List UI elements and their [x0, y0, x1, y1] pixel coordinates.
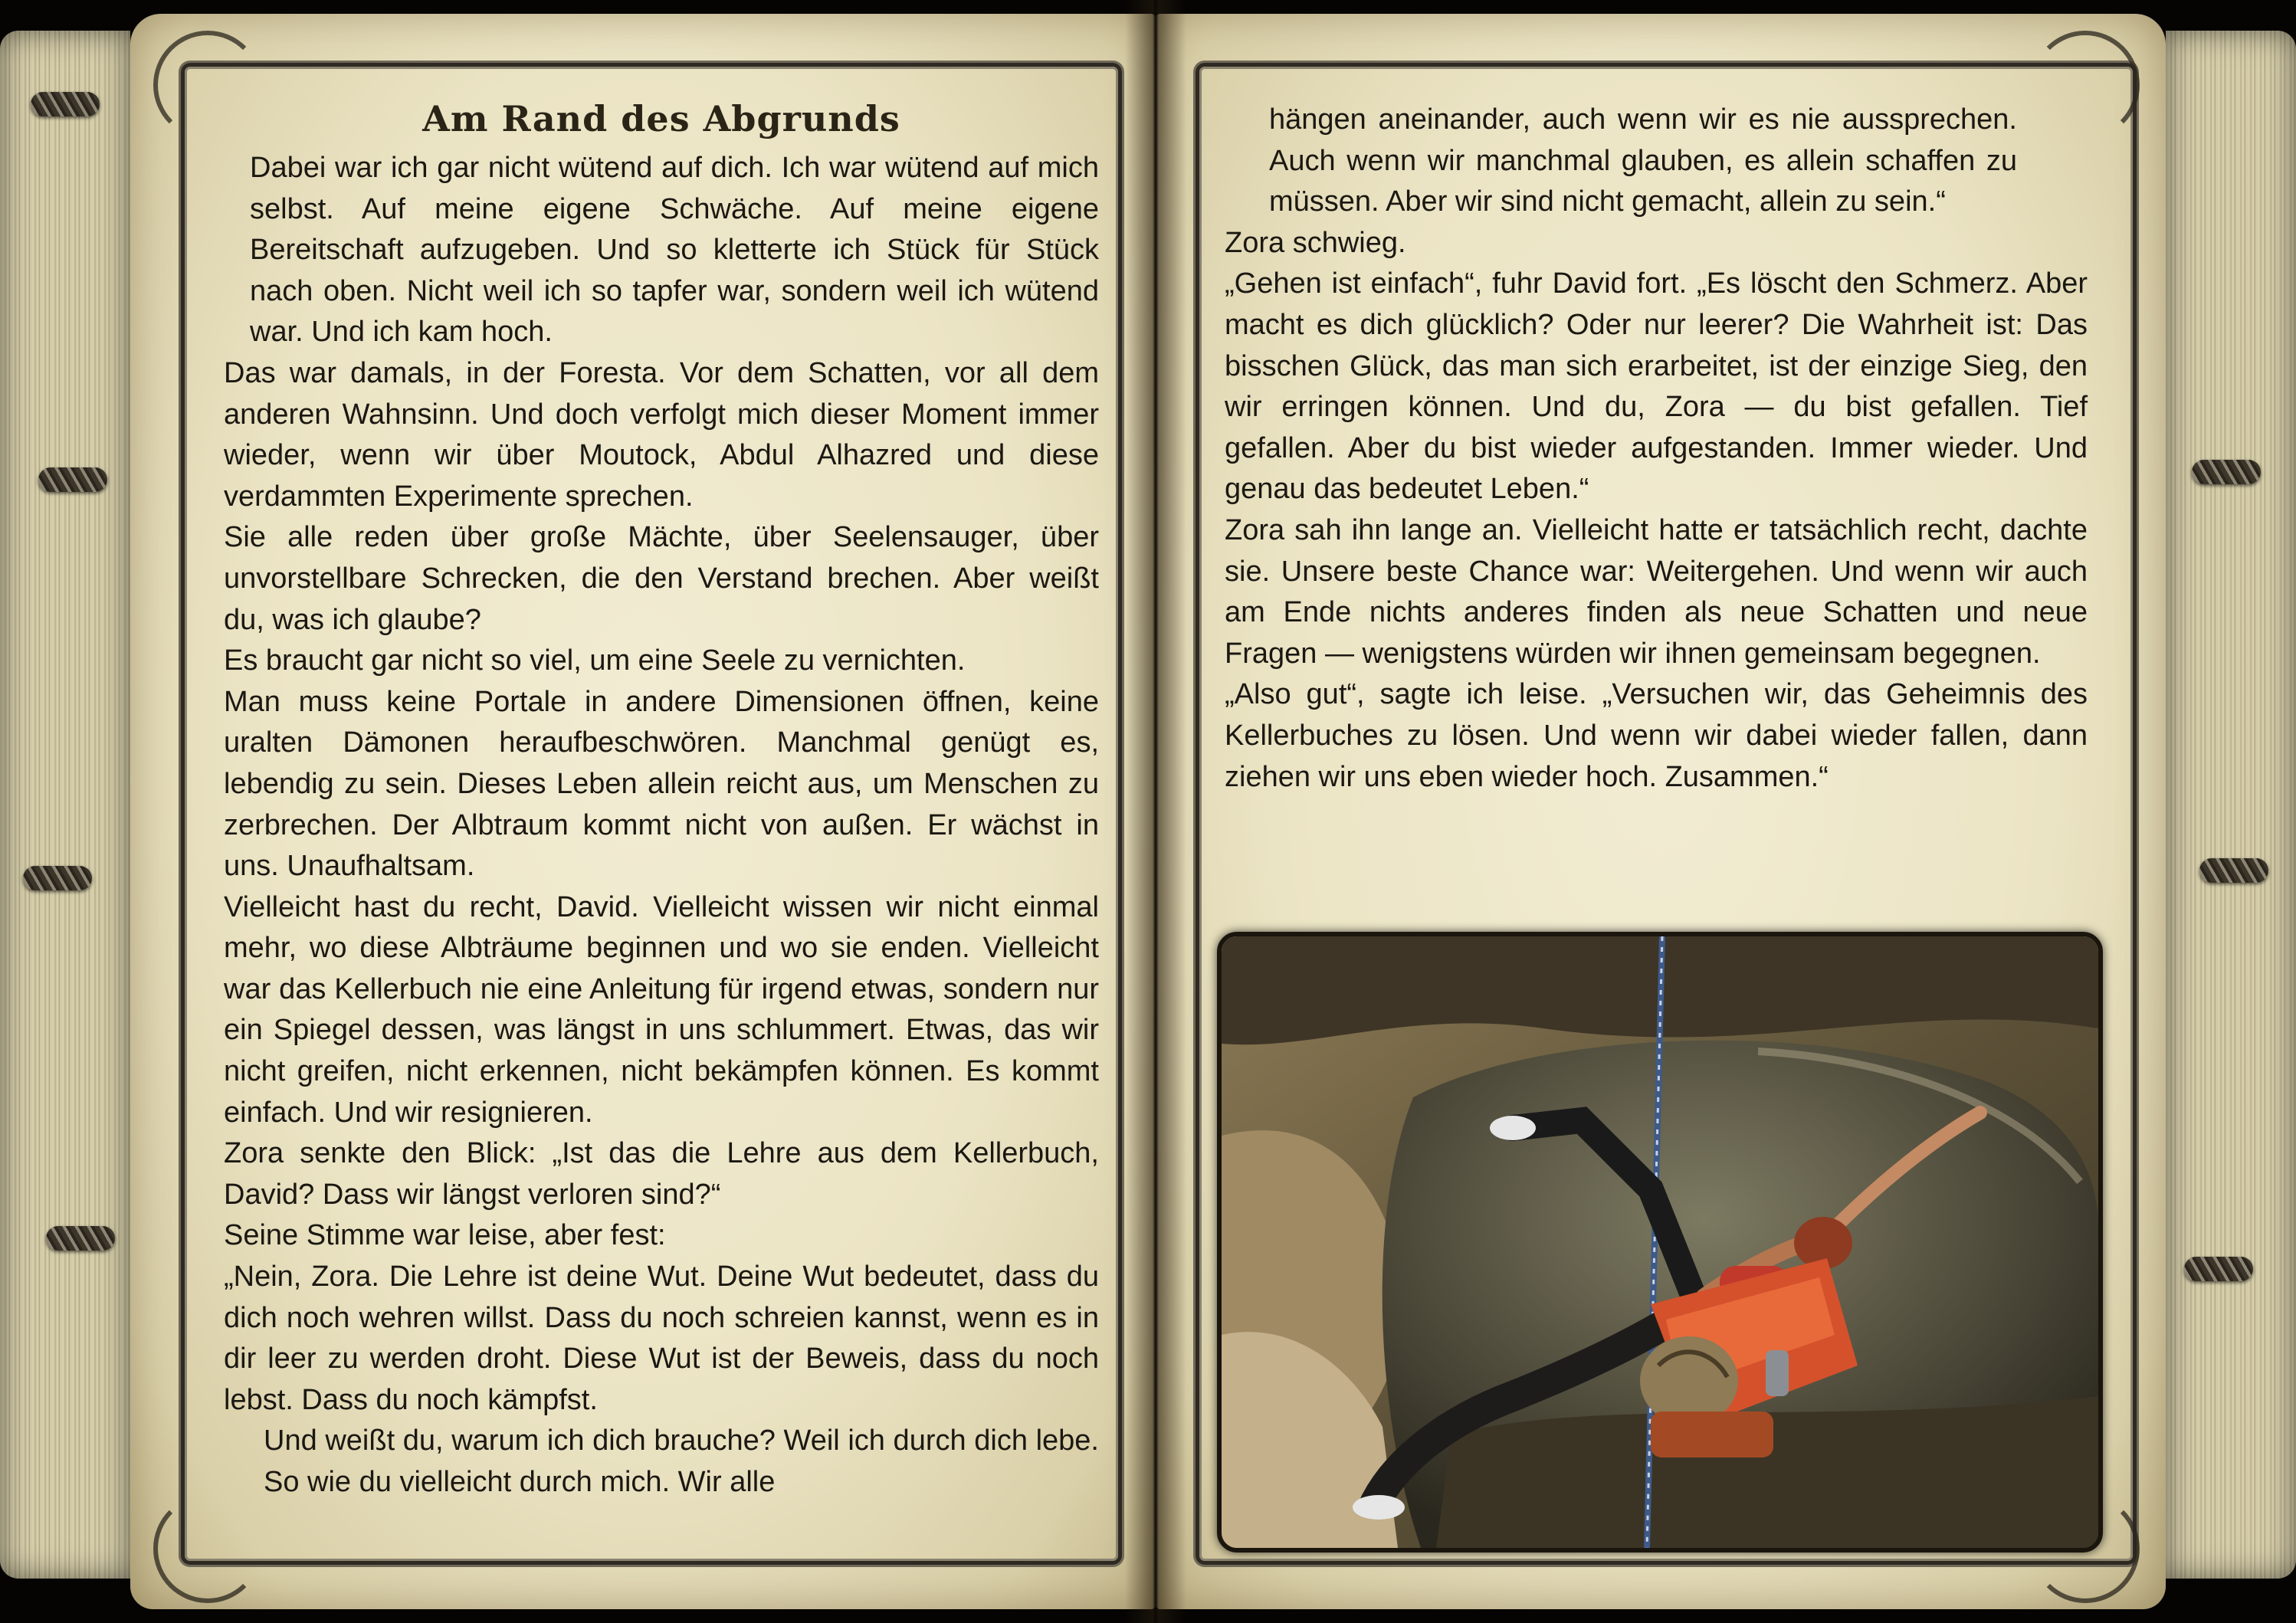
rope-knot-ornament — [46, 1226, 115, 1251]
rope-knot-ornament — [2199, 858, 2268, 883]
paragraph: Seine Stimme war leise, aber fest: — [224, 1219, 666, 1252]
book-gutter — [1125, 0, 1186, 1623]
rope-knot-ornament — [2184, 1257, 2253, 1281]
paragraph: Und weißt du, warum ich dich brauche? Weil ich durch dich lebe. So wie du vielleicht durch mich. Wir alle — [264, 1425, 1099, 1498]
paragraph: Zora sah ihn lange an. Vielleicht hatte er tatsächlich recht, dachte sie. Unsere beste Chance war: Weitergehen. Und wenn wir auch am Ende nichts anderes finden als neue Schatten und neue Fragen — wenigstens würden wir ihnen gemeinsam begegnen. — [1225, 513, 2088, 670]
rope-knot-ornament — [38, 467, 107, 492]
paragraph: Das war damals, in der Foresta. Vor dem Schatten, vor all dem anderen Wahnsinn. Und doch verfolgt mich dieser Moment immer wieder, wenn wir über Moutock, Abdul Alhazred und diese verdammten Experimente sprechen. — [224, 356, 1099, 513]
left-page-text — [224, 148, 1099, 1503]
right-page-text — [1225, 100, 2088, 798]
rope-knot-ornament — [31, 92, 100, 116]
book-edge-left — [0, 31, 130, 1579]
rope-knot-ornament — [2192, 460, 2261, 484]
paragraph: „Also gut“, sagte ich leise. „Versuchen wir, das Geheimnis des Kellerbuches zu lösen. Und wenn wir dabei wieder fallen, dann ziehen wir uns eben wieder hoch. Zusammen.“ — [1225, 678, 2088, 793]
book-edge-right — [2166, 31, 2296, 1579]
paragraph: Dabei war ich gar nicht wütend auf dich. Ich war wütend auf mich selbst. Auf meine eigene Schwäche. Auf meine eigene Bereitschaft aufzugeben. Und so kletterte ich Stück für Stück nach oben. Nicht weil ich so tapfer war, sondern weil ich wütend war. Und ich kam hoch. — [250, 152, 1099, 349]
corner-ornament — [153, 1494, 262, 1603]
paragraph: Zora senkte den Blick: „Ist das die Lehre aus dem Kellerbuch, David? Dass wir längst verloren sind?“ — [224, 1137, 1099, 1211]
rope-knot-ornament — [23, 866, 92, 890]
chapter-title: Am Rand des Abgrunds — [422, 98, 900, 139]
paragraph: „Gehen ist einfach“, fuhr David fort. „Es löscht den Schmerz. Aber macht es dich glücklich? Oder nur leerer? Die Wahrheit ist: Das bisschen Glück, das man sich erarbeitet, ist der einzige Sieg, den wir erringen können. Und du, Zora — du bist gefallen. Tief gefallen. Aber du bist wieder aufgestanden. Immer wieder. Und genau das bedeutet Leben.“ — [1225, 267, 2088, 506]
climber-scene-image — [1222, 936, 2098, 1548]
paragraph: „Nein, Zora. Die Lehre ist deine Wut. Deine Wut bedeutet, dass du dich noch wehren willst. Dass du noch schreien kannst, wenn es in dir leer zu werden droht. Diese Wut ist der Beweis, dass du noch lebst. Dass du noch kämpfst. — [224, 1261, 1099, 1416]
paragraph: hängen aneinander, auch wenn wir es nie aussprechen. Auch wenn wir manchmal glauben, es allein schaffen zu müssen. Aber wir sind nicht gemacht, allein zu sein.“ — [1269, 103, 2017, 218]
paragraph: Zora schwieg. — [1225, 226, 1406, 259]
paragraph: Man muss keine Portale in andere Dimensionen öffnen, keine uralten Dämonen heraufbeschwören. Manchmal genügt es, lebendig zu sein. Dieses Leben allein reicht aus, um Menschen zu zerbrechen. Der Albtraum kommt nicht von außen. Er wächst in uns. Unaufhaltsam. — [224, 685, 1099, 883]
climbing-illustration — [1217, 932, 2103, 1553]
paragraph: Sie alle reden über große Mächte, über Seelensauger, über unvorstellbare Schrecken, die den Verstand brechen. Aber weißt du, was ich glaube? — [224, 521, 1099, 636]
paragraph: Es braucht gar nicht so viel, um eine Seele zu vernichten. — [224, 644, 966, 677]
paragraph: Vielleicht hast du recht, David. Vielleicht wissen wir nicht einmal mehr, wo diese Albträume beginnen und wo sie enden. Vielleicht war das Kellerbuch nie eine Anleitung für irgend etwas, sondern nur ein Spiegel dessen, was längst in uns schlummert. Etwas, das wir nicht greifen, nicht erkennen, nicht bekämpfen können. Es kommt einfach. Und wir resignieren. — [224, 890, 1099, 1129]
